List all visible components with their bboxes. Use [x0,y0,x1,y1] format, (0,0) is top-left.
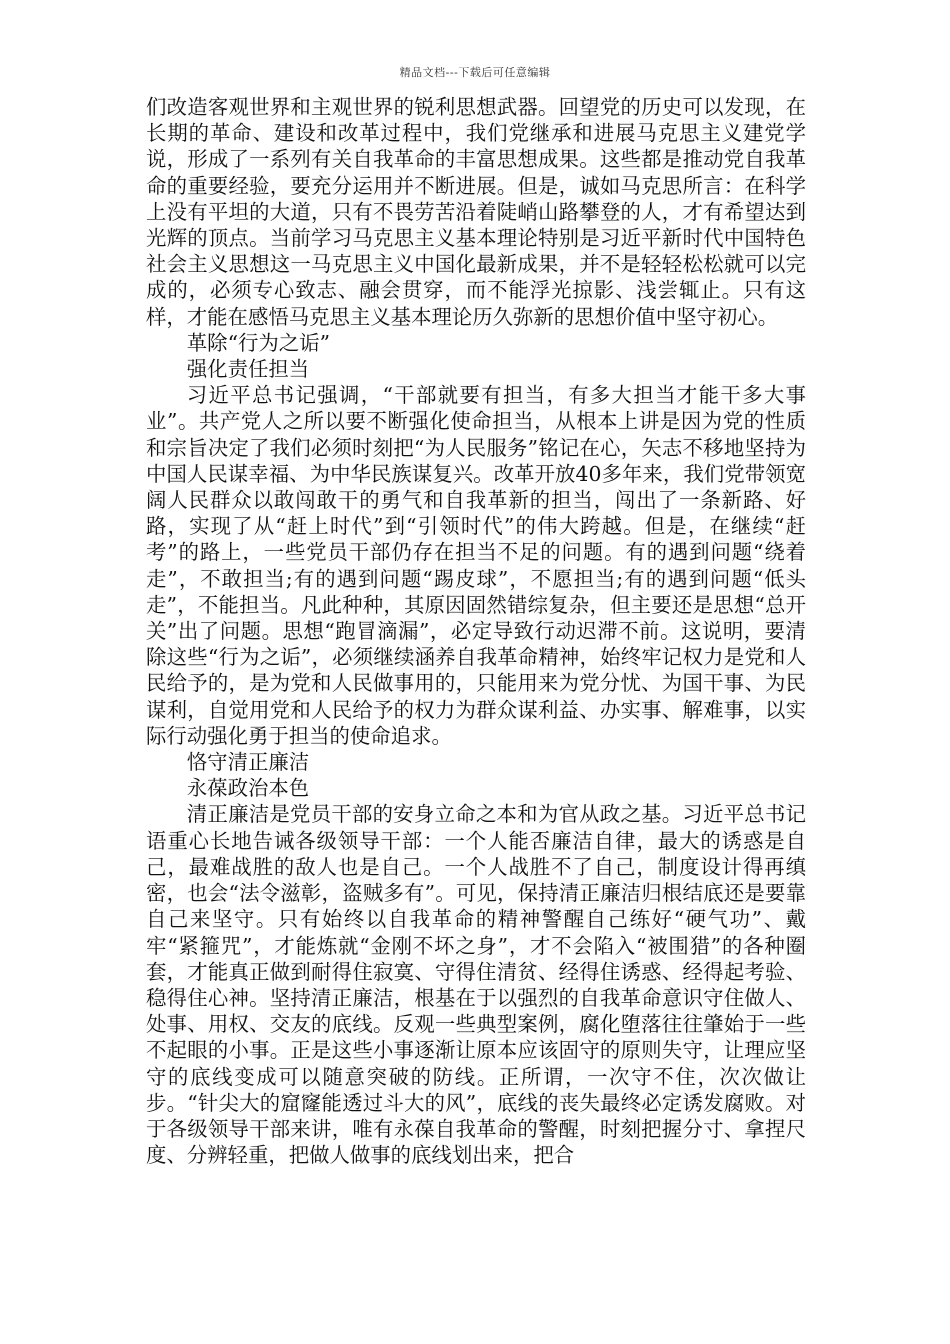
paragraph-responsibility: 习近平总书记强调，“干部就要有担当，有多大担当才能干多大事业”。共产党人之所以要不断强化使命担当，从根本上讲是因为党的性质和宗旨决定了我们必须时刻把“为人民服务”铭记在心，矢志不移地坚持为中国人民谋幸福、为中华民族谋复兴。改革开放40多年来，我们党带领宽阔人民群众以敢闯敢干的勇气和自我革新的担当，闯出了一条新路、好路，实现了从“赶上时代”到“引领时代”的伟大跨越。但是，在继续“赶考”的路上，一些党员干部仍存在担当不足的问题。有的遇到问题“绕着走”，不敢担当;有的遇到问题“踢皮球”，不愿担当;有的遇到问题“低头走”，不能担当。凡此种种，其原因固然错综复杂，但主要还是思想“总开关”出了问题。思想“跑冒滴漏”，必定导致行动迟滞不前。这说明，要清除这些“行为之诟”，必须继续涵养自我革命精神，始终牢记权力是党和人民给予的，是为党和人民做事用的，只能用来为党分忧、为国干事、为民谋利，自觉用党和人民给予的权力为群众谋利益、办实事、解难事，以实际行动强化勇于担当的使命追求。 [146,383,806,748]
section-heading-2: 恪守清正廉洁 [186,750,310,775]
document-body [146,94,806,1168]
section-heading-1: 革除“行为之诟” [186,330,330,355]
paragraph-integrity: 清正廉洁是党员干部的安身立命之本和为官从政之基。习近平总书记语重心长地告诫各级领导干部：一个人能否廉洁自律，最大的诱惑是自己，最难战胜的敌人也是自己。一个人战胜不了自己，制度设计得再缜密，也会“法令滋彰，盗贼多有”。可见，保持清正廉洁归根结底还是要靠自己来坚守。只有始终以自我革命的精神警醒自己练好“硬气功”、戴牢“紧箍咒”，才能炼就“金刚不坏之身”，才不会陷入“被围猎”的各种圈套，才能真正做到耐得住寂寞、守得住清贫、经得住诱惑、经得起考验、稳得住心神。坚持清正廉洁，根基在于以强烈的自我革命意识守住做人、处事、用权、交友的底线。反观一些典型案例，腐化堕落往往肇始于一些不起眼的小事。正是这些小事逐渐让原本应该固守的原则失守，让理应坚守的底线变成可以随意突破的防线。正所谓，一次守不住，次次做让步。“针尖大的窟窿能透过斗大的风”，底线的丧失最终必定诱发腐败。对于各级领导干部来讲，唯有永葆自我革命的警醒，时刻把握分寸、拿捏尺度、分辨轻重，把做人做事的底线划出来，把合 [146,802,806,1168]
section-subheading-1: 强化责任担当 [186,357,310,382]
paragraph-intro: 们改造客观世界和主观世界的锐利思想武器。回望党的历史可以发现，在长期的革命、建设和改革过程中，我们党继承和进展马克思主义建党学说，形成了一系列有关自我革命的丰富思想成果。这些都是推动党自我革命的重要经验，要充分运用并不断进展。但是，诚如马克思所言：在科学上没有平坦的大道，只有不畏劳苦沿着陡峭山路攀登的人，才有希望达到光辉的顶点。当前学习马克思主义基本理论特别是习近平新时代中国特色社会主义思想这一马克思主义中国化最新成果，并不是轻轻松松就可以完成的，必须专心致志、融会贯穿，而不能浮光掠影、浅尝辄止。只有这样，才能在感悟马克思主义基本理论历久弥新的思想价值中坚守初心。 [146,95,806,329]
section-subheading-2: 永葆政治本色 [186,776,310,801]
page-header: 精品文档---下载后可任意编辑 [399,66,551,79]
